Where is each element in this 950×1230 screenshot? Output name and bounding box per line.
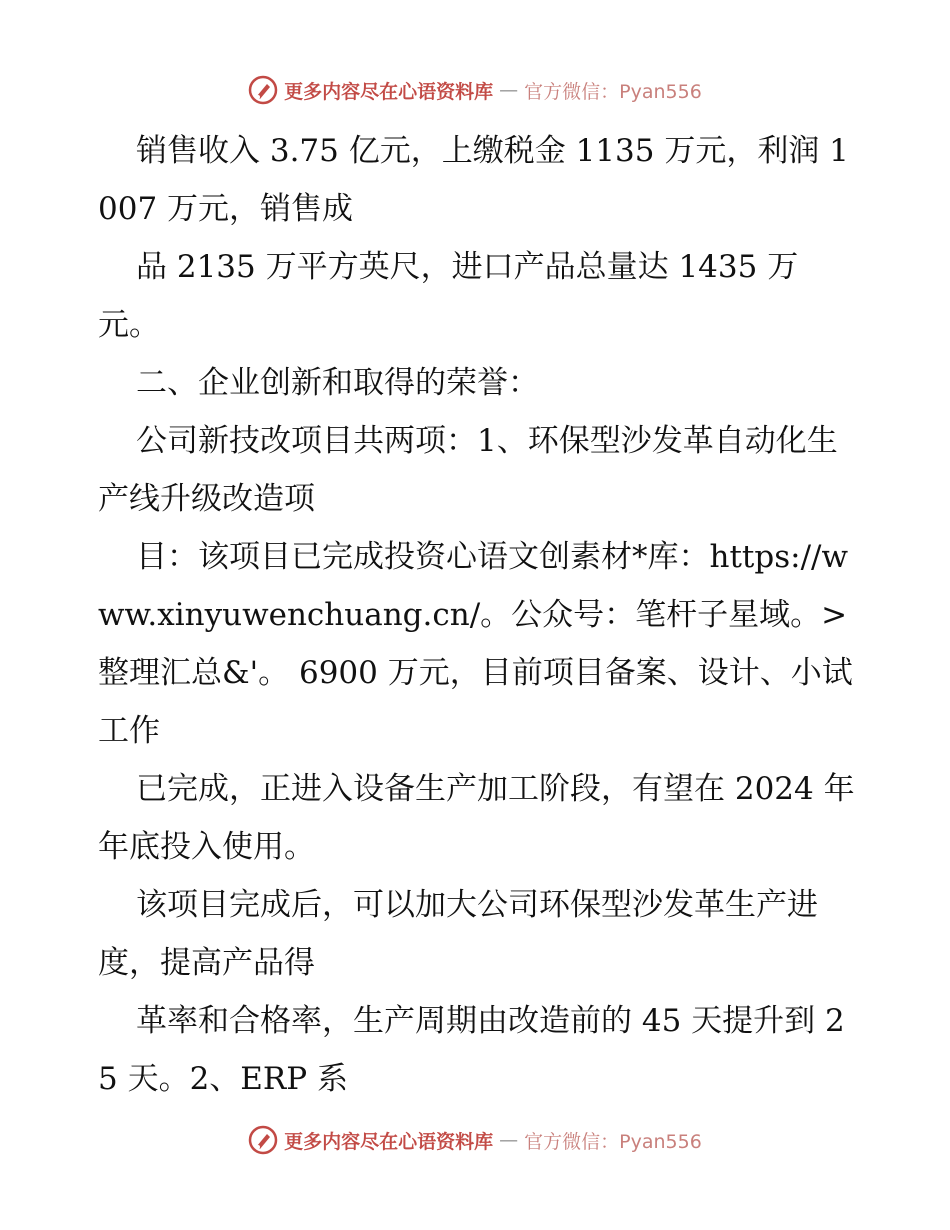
footer-banner-title: 更多内容尽在心语资料库 [284, 1130, 494, 1153]
paragraph-8: 革率和合格率，生产周期由改造前的 45 天提升到 25 天。2、ERP 系 [98, 1003, 845, 1097]
footer-banner-dash: — [499, 1129, 519, 1151]
header-banner-dash: — [499, 79, 519, 101]
paragraph-7: 该项目完成后，可以加大公司环保型沙发革生产进度，提高产品得 [98, 887, 818, 981]
paragraph-6: 已完成，正进入设备生产加工阶段，有望在 2024 年年底投入使用。 [98, 771, 855, 865]
footer-banner-wechat: 官方微信：Pyan556 [524, 1130, 702, 1153]
paragraph-4: 公司新技改项目共两项：1、环保型沙发革自动化生产线升级改造项 [98, 423, 838, 517]
header-banner-wechat: 官方微信：Pyan556 [524, 80, 702, 103]
pen-circle-logo-icon [248, 1125, 278, 1155]
paragraph-2: 品 2135 万平方英尺，进口产品总量达 1435 万元。 [98, 249, 799, 343]
footer-watermark-banner [0, 1120, 950, 1160]
paragraph-3: 二、企业创新和取得的荣誉： [136, 365, 539, 401]
pen-circle-logo-icon [248, 75, 278, 105]
header-watermark-banner [0, 70, 950, 110]
header-banner-title: 更多内容尽在心语资料库 [284, 80, 494, 103]
paragraph-5: 目：该项目已完成投资心语文创素材*库：https://www.xinyuwenchuang.cn/。公众号：笔杆子星域。>整理汇总&'。 6900 万元，目前项目备案、设计、小试工作 [98, 539, 853, 749]
document-body [98, 122, 858, 1108]
paragraph-1: 销售收入 3.75 亿元，上缴税金 1135 万元，利润 1007 万元，销售成 [98, 133, 849, 227]
